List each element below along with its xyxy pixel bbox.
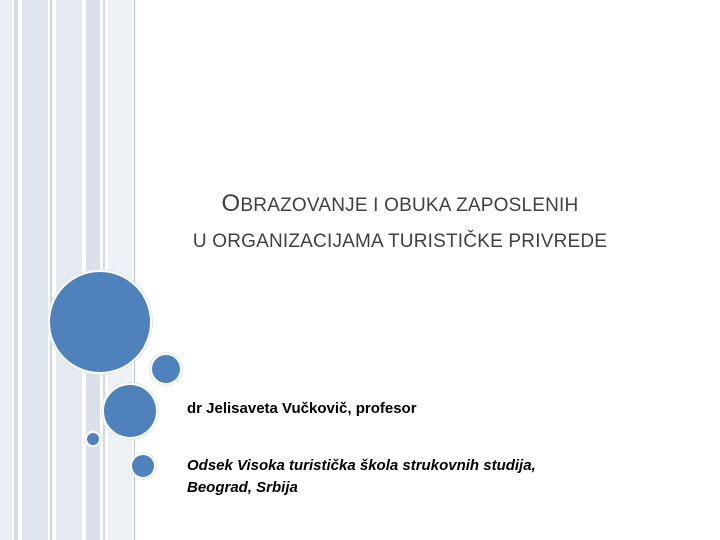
title-initial: O xyxy=(221,190,241,217)
decorative-circle-small xyxy=(130,453,156,479)
decorative-stripe xyxy=(50,0,52,540)
decorative-circle-large xyxy=(48,270,152,374)
decorative-stripe xyxy=(108,0,132,540)
title-line-1 xyxy=(100,186,700,224)
decorative-stripe xyxy=(22,0,48,540)
decorative-stripe xyxy=(0,0,12,540)
title-line-2: U ORGANIZACIJAMA TURISTIČKE PRIVREDE xyxy=(192,231,608,252)
decorative-circle-small xyxy=(150,353,182,385)
decorative-stripe xyxy=(56,0,82,540)
title-line-1-text: BRAZOVANJE I OBUKA ZAPOSLENIH xyxy=(240,195,579,216)
decorative-circle-tiny xyxy=(85,431,101,447)
affiliation xyxy=(187,455,647,499)
affiliation-line-1: Odsek Visoka turistička škola strukovnih studija, xyxy=(187,457,536,474)
author-name: dr Jelisaveta Vučkovič, profesor xyxy=(187,400,417,417)
decorative-circle-medium xyxy=(102,383,158,439)
affiliation-line-2: Beograd, Srbija xyxy=(187,479,298,496)
decorative-stripe xyxy=(14,0,18,540)
slide-title xyxy=(100,186,700,260)
